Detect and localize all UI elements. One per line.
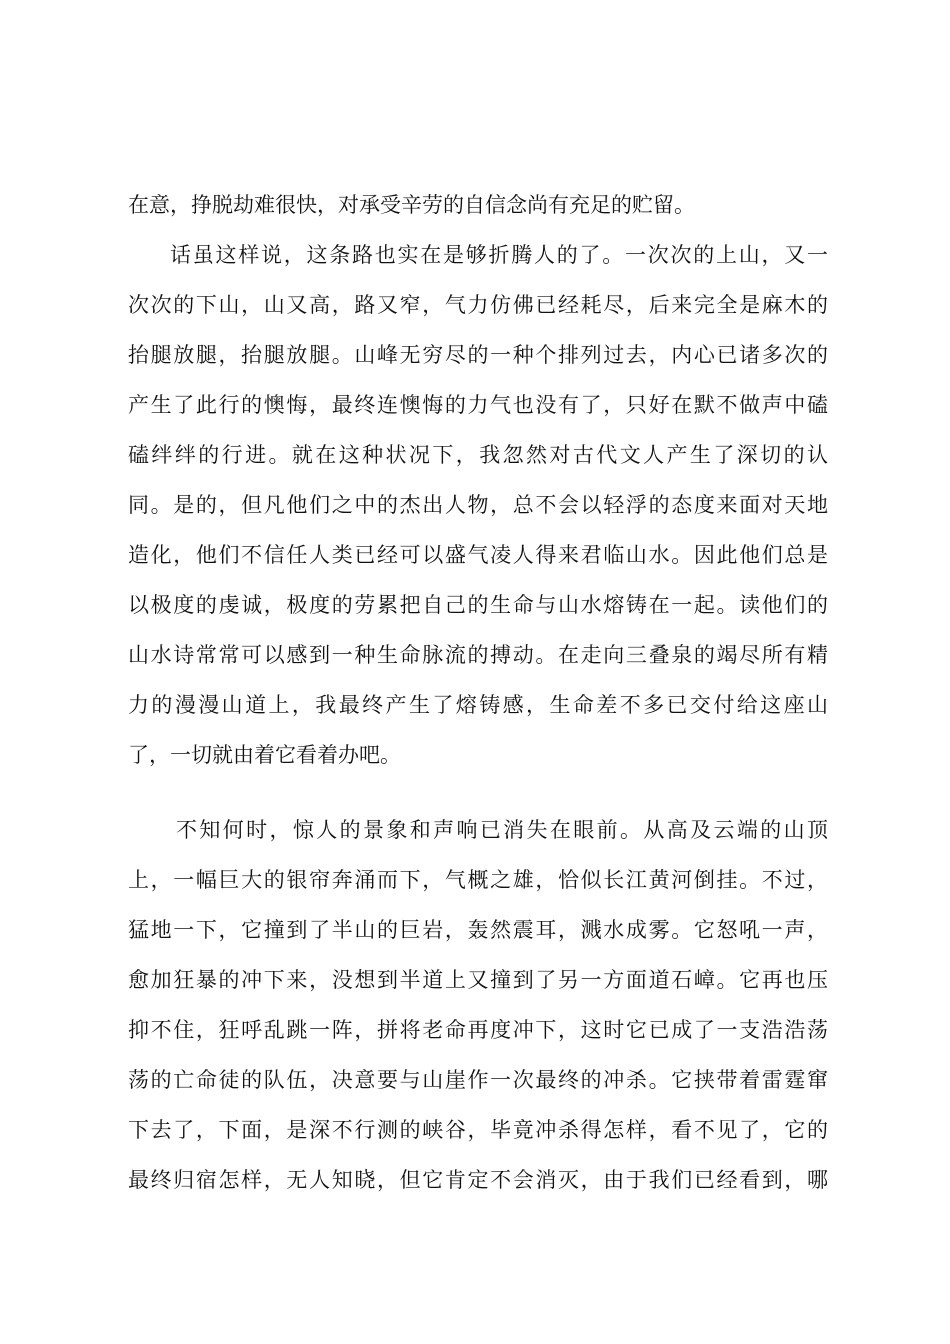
text-line: 不知何时，惊人的景象和声响已消失在眼前。从高及云端的山顶 xyxy=(176,818,828,842)
text-line: 磕绊绊的行进。就在这种状况下，我忽然对古代文人产生了深切的认 xyxy=(128,443,828,467)
text-line: 造化，他们不信任人类已经可以盛气凌人得来君临山水。因此他们总是 xyxy=(128,543,828,567)
text-line: 抑不住，狂呼乱跳一阵，拼将老命再度冲下，这时它已成了一支浩浩荡 xyxy=(128,1018,828,1042)
text-line: 猛地一下，它撞到了半山的巨岩，轰然震耳，溅水成雾。它怒吼一声， xyxy=(128,918,828,942)
text-line: 抬腿放腿，抬腿放腿。山峰无穷尽的一种个排列过去，内心已诸多次的 xyxy=(128,343,828,367)
text-line: 次次的下山，山又高，路又窄，气力仿佛已经耗尽，后来完全是麻木的 xyxy=(128,293,828,317)
text-line: 在意，挣脱劫难很快，对承受辛劳的自信念尚有充足的贮留。 xyxy=(128,193,695,217)
text-line: 下去了，下面，是深不行测的峡谷，毕竟冲杀得怎样，看不见了，它的 xyxy=(128,1118,828,1142)
text-line: 同。是的，但凡他们之中的杰出人物，总不会以轻浮的态度来面对天地 xyxy=(128,493,828,517)
text-line: 力的漫漫山道上，我最终产生了熔铸感，生命差不多已交付给这座山 xyxy=(128,693,828,717)
text-line: 山水诗常常可以感到一种生命脉流的搏动。在走向三叠泉的竭尽所有精 xyxy=(128,643,828,667)
text-line: 上，一幅巨大的银帘奔涌而下，气概之雄，恰似长江黄河倒挂。不过， xyxy=(128,868,828,892)
text-line: 产生了此行的懊悔，最终连懊悔的力气也没有了，只好在默不做声中磕 xyxy=(128,393,828,417)
text-line: 荡的亡命徒的队伍，决意要与山崖作一次最终的冲杀。它挟带着雷霆窜 xyxy=(128,1068,828,1092)
text-line: 愈加狂暴的冲下来，没想到半道上又撞到了另一方面道石嶂。它再也压 xyxy=(128,968,828,992)
text-line: 最终归宿怎样，无人知晓，但它肯定不会消灭，由于我们已经看到，哪 xyxy=(128,1168,828,1192)
text-line: 话虽这样说，这条路也实在是够折腾人的了。一次次的上山，又一 xyxy=(170,243,828,267)
text-line: 以极度的虔诚，极度的劳累把自己的生命与山水熔铸在一起。读他们的 xyxy=(128,593,828,617)
text-line: 了，一切就由着它看着办吧。 xyxy=(128,743,401,767)
